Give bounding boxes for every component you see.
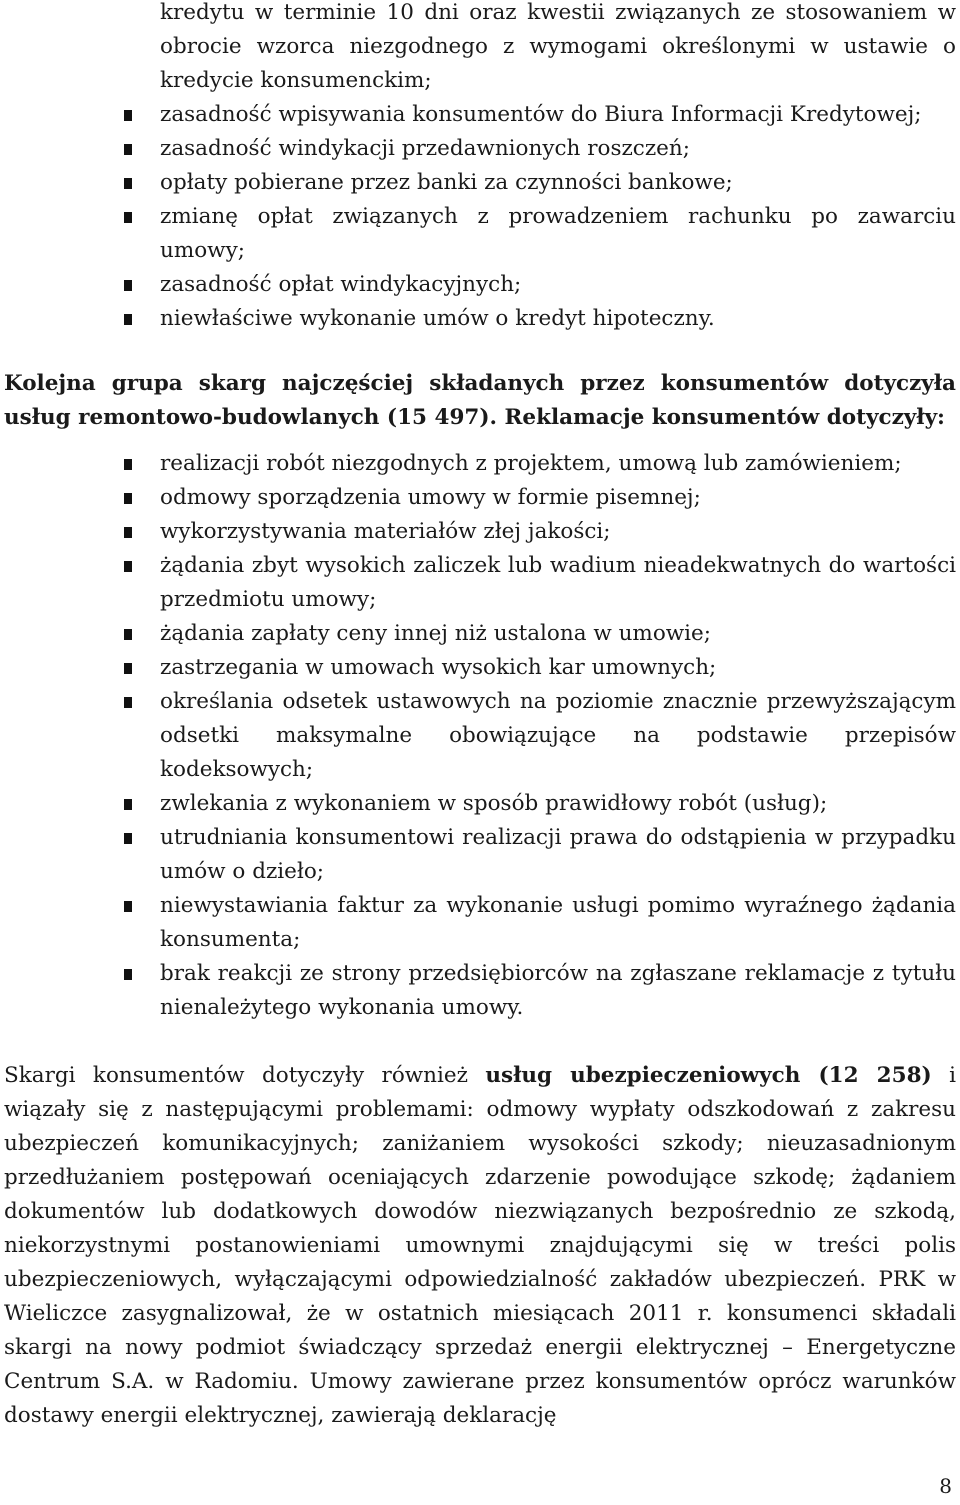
- list-item: [0, 132, 960, 166]
- square-bullet-icon: [124, 629, 132, 640]
- list-item-text: zastrzegania w umowach wysokich kar umownych;: [160, 655, 717, 680]
- list-item: [0, 889, 960, 957]
- list-item: [0, 447, 960, 481]
- list-item: [0, 651, 960, 685]
- square-bullet-icon: [124, 799, 132, 810]
- square-bullet-icon: [124, 212, 132, 223]
- paragraph-text: Skargi konsumentów dotyczyły również: [4, 1063, 486, 1088]
- list-item: [0, 268, 960, 302]
- list-item-text: żądania zbyt wysokich zaliczek lub wadium nieadekwatnych do wartości przedmiotu umowy;: [160, 553, 956, 612]
- list-item-text: zasadność opłat windykacyjnych;: [160, 272, 522, 297]
- list-item-continuation: kredytu w terminie 10 dni oraz kwestii związanych ze stosowaniem w obrocie wzorca niezgodnego z wymogami określonymi w ustawie o kredycie konsumenckim;: [160, 0, 956, 93]
- bullet-list-banking: [0, 0, 960, 336]
- list-item-text: określania odsetek ustawowych na poziomie znacznie przewyższającym odsetki maksymalne obowiązujące na podstawie przepisów kodeksowych;: [160, 689, 956, 782]
- bullet-list: [0, 447, 960, 1025]
- square-bullet-icon: [124, 314, 132, 325]
- page-number: 8: [939, 1474, 952, 1498]
- square-bullet-icon: [124, 493, 132, 504]
- list-item-text: utrudniania konsumentowi realizacji prawa do odstąpienia w przypadku umów o dzieło;: [160, 825, 956, 884]
- list-item-text: zasadność wpisywania konsumentów do Biura Informacji Kredytowej;: [160, 102, 922, 127]
- list-item-text: brak reakcji ze strony przedsiębiorców na zgłaszane reklamacje z tytułu nienależytego wykonania umowy.: [160, 961, 956, 1020]
- list-item: [0, 957, 960, 1025]
- square-bullet-icon: [124, 459, 132, 470]
- list-item-text: wykorzystywania materiałów złej jakości;: [160, 519, 611, 544]
- list-item-text: realizacji robót niezgodnych z projektem, umową lub zamówieniem;: [160, 451, 902, 476]
- square-bullet-icon: [124, 144, 132, 155]
- square-bullet-icon: [124, 833, 132, 844]
- square-bullet-icon: [124, 280, 132, 291]
- list-item-text: zwlekania z wykonaniem w sposób prawidłowy robót (usług);: [160, 791, 828, 816]
- list-item: [0, 481, 960, 515]
- list-item: [0, 787, 960, 821]
- list-item-text: niewystawiania faktur za wykonanie usługi pomimo wyraźnego żądania konsumenta;: [160, 893, 956, 952]
- section-heading: [4, 367, 956, 435]
- paragraph-text: i wiązały się z następującymi problemami: odmowy wypłaty odszkodowań z zakresu ubezpieczeń komunikacyjnych; zaniżaniem wysokości szkody; nieuzasadnionym przedłużaniem postępowań oceniających zdarzenie powodujące szkodę; żądaniem dokumentów lub dodatkowych dowodów niezwiązanych bezpośrednio ze szkodą, niekorzystnymi postanowieniami umownymi znajdującymi się w treści polis ubezpieczeniowych, wyłączającymi odpowiedzialność zakładów ubezpieczeń. PRK w Wieliczce zasygnalizował, że w ostatnich miesiącach 2011 r. konsumenci składali skargi na nowy podmiot świadczący sprzedaż energii elektrycznej – Energetyczne Centrum S.A. w Radomiu. Umowy zawierane przez konsumentów oprócz warunków dostawy energii elektrycznej, zawierają deklarację: [4, 1063, 957, 1428]
- square-bullet-icon: [124, 561, 132, 572]
- bullet-list-construction: [0, 447, 960, 1025]
- list-item: [0, 617, 960, 651]
- heading-rest-text: Reklamacje konsumentów dotyczyły:: [497, 405, 945, 430]
- list-item: [0, 685, 960, 787]
- square-bullet-icon: [124, 527, 132, 538]
- square-bullet-icon: [124, 901, 132, 912]
- list-item-text: opłaty pobierane przez banki za czynności bankowe;: [160, 170, 733, 195]
- list-item: [0, 302, 960, 336]
- paragraph-bold-text: usług ubezpieczeniowych (12 258): [485, 1063, 932, 1088]
- list-item-text: niewłaściwe wykonanie umów o kredyt hipoteczny.: [160, 306, 715, 331]
- list-item-text: zmianę opłat związanych z prowadzeniem rachunku po zawarciu umowy;: [160, 204, 956, 263]
- heading-bold-text: Kolejna grupa skarg najczęściej składanych przez konsumentów dotyczyła usług remontowo-budowlanych (15 497).: [4, 371, 956, 430]
- list-item: [0, 549, 960, 617]
- square-bullet-icon: [124, 697, 132, 708]
- list-item-text: żądania zapłaty ceny innej niż ustalona w umowie;: [160, 621, 712, 646]
- list-item: [0, 200, 960, 268]
- list-item-text: odmowy sporządzenia umowy w formie pisemnej;: [160, 485, 701, 510]
- square-bullet-icon: [124, 110, 132, 121]
- list-item: [0, 515, 960, 549]
- list-item-text: zasadność windykacji przedawnionych roszczeń;: [160, 136, 690, 161]
- square-bullet-icon: [124, 178, 132, 189]
- list-item: [0, 98, 960, 132]
- list-item: [0, 166, 960, 200]
- insurance-paragraph: [4, 1059, 956, 1433]
- list-item: [0, 821, 960, 889]
- square-bullet-icon: [124, 969, 132, 980]
- bullet-list: [0, 98, 960, 336]
- square-bullet-icon: [124, 663, 132, 674]
